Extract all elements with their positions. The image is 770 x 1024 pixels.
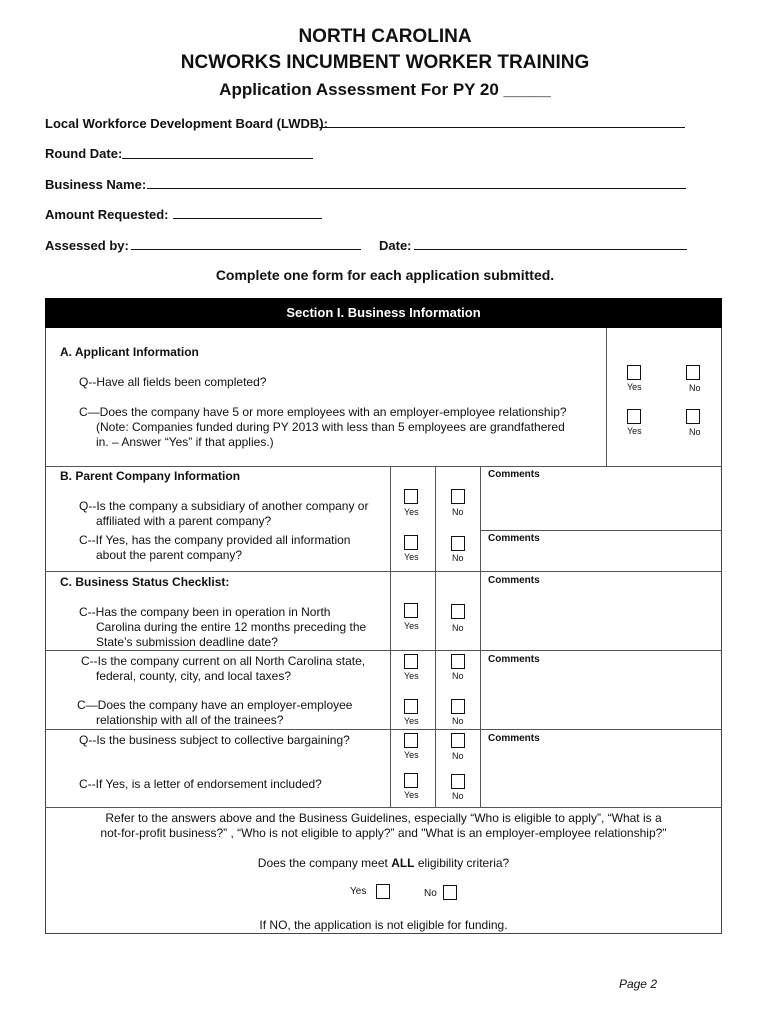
- page-number: Page 2: [618, 977, 657, 991]
- date-label: Date:: [379, 238, 412, 253]
- c3-yes-checkbox[interactable]: [404, 699, 418, 714]
- eligibility-question-post: eligibility criteria?: [414, 856, 510, 870]
- c2-yes-label: Yes: [404, 671, 419, 681]
- a1-no-label: No: [689, 383, 701, 393]
- eligible-yes-checkbox[interactable]: [376, 884, 390, 899]
- b2-yes-label: Yes: [404, 552, 419, 562]
- a2-no-checkbox[interactable]: [686, 409, 700, 424]
- eligibility-question-all: ALL: [391, 856, 415, 870]
- c2-comments-label: Comments: [488, 654, 540, 665]
- eligible-no-label: No: [424, 888, 437, 899]
- question-a2-line2: (Note: Companies funded during PY 2013 with less than 5 employees are grandfathered: [96, 420, 565, 434]
- b1-yes-checkbox[interactable]: [404, 489, 418, 504]
- a1-yes-label: Yes: [627, 382, 642, 392]
- c1-no-label: No: [452, 623, 464, 633]
- refer-text-line2: not-for-profit business?” , “Who is not eligible to apply?” and "What is an employer-employee relationship?": [100, 826, 667, 840]
- c1-comments-label: Comments: [488, 575, 540, 586]
- question-c1-line3: State’s submission deadline date?: [96, 635, 278, 649]
- question-c5: C--If Yes, is a letter of endorsement included?: [79, 777, 322, 791]
- a2-no-label: No: [689, 427, 701, 437]
- c5-yes-label: Yes: [404, 790, 419, 800]
- c5-no-checkbox[interactable]: [451, 774, 465, 789]
- eligible-no-checkbox[interactable]: [443, 885, 457, 900]
- question-a2-line3: in. – Answer “Yes” if that applies.): [96, 435, 274, 449]
- c3-no-label: No: [452, 716, 464, 726]
- question-c3-line2: relationship with all of the trainees?: [96, 713, 284, 727]
- c4-yes-label: Yes: [404, 750, 419, 760]
- lwdb-label: Local Workforce Development Board (LWDB):: [45, 116, 328, 131]
- c4-yes-checkbox[interactable]: [404, 733, 418, 748]
- refer-text-line1: Refer to the answers above and the Business Guidelines, especially “Who is eligible to apply”, “What is a: [105, 811, 662, 825]
- c4-no-label: No: [452, 751, 464, 761]
- c1-yes-label: Yes: [404, 621, 419, 631]
- eligibility-question: [45, 856, 722, 870]
- section-title: Section I. Business Information: [45, 298, 722, 328]
- divider-a-vertical: [606, 328, 607, 466]
- question-c1-line1: C--Has the company been in operation in North: [79, 605, 331, 619]
- question-a2-line1: C—Does the company have 5 or more employees with an employer-employee relationship?: [79, 405, 567, 419]
- eligibility-question-pre: Does the company meet: [257, 856, 392, 870]
- question-b1-line2: affiliated with a parent company?: [96, 514, 272, 528]
- b2-yes-checkbox[interactable]: [404, 535, 418, 550]
- b1-yes-label: Yes: [404, 507, 419, 517]
- a1-yes-checkbox[interactable]: [627, 365, 641, 380]
- c4-comments-label: Comments: [488, 733, 540, 744]
- question-c3-line1: C—Does the company have an employer-employee: [77, 698, 353, 712]
- divider-b-c: [45, 571, 722, 572]
- divider-question-col: [390, 466, 391, 807]
- b2-comments-label: Comments: [488, 533, 540, 544]
- question-b1-line1: Q--Is the company a subsidiary of another company or: [79, 499, 369, 513]
- c2-yes-checkbox[interactable]: [404, 654, 418, 669]
- assessed-by-label: Assessed by:: [45, 238, 129, 253]
- c3-no-checkbox[interactable]: [451, 699, 465, 714]
- a2-yes-label: Yes: [627, 426, 642, 436]
- c3-yes-label: Yes: [404, 716, 419, 726]
- question-b2-line1: C--If Yes, has the company provided all information: [79, 533, 351, 547]
- amount-requested-field[interactable]: [173, 218, 322, 219]
- c5-no-label: No: [452, 791, 464, 801]
- amount-requested-label: Amount Requested:: [45, 207, 169, 222]
- not-eligible-note: If NO, the application is not eligible for funding.: [259, 918, 508, 932]
- instruction-text: Complete one form for each application submitted.: [215, 267, 555, 283]
- c4-no-checkbox[interactable]: [451, 733, 465, 748]
- b2-no-label: No: [452, 553, 464, 563]
- question-b2-line2: about the parent company?: [96, 548, 243, 562]
- c1-no-checkbox[interactable]: [451, 604, 465, 619]
- b2-no-checkbox[interactable]: [451, 536, 465, 551]
- a2-yes-checkbox[interactable]: [627, 409, 641, 424]
- question-c2-line1: C--Is the company current on all North Carolina state,: [81, 654, 366, 668]
- c5-yes-checkbox[interactable]: [404, 773, 418, 788]
- assessed-by-field[interactable]: [131, 249, 361, 250]
- header-line-3: Application Assessment For PY 20 _____: [219, 80, 551, 99]
- header-line-1: NORTH CAROLINA: [298, 26, 472, 47]
- round-date-label: Round Date:: [45, 146, 123, 161]
- b1-comments-label: Comments: [488, 469, 540, 480]
- section-b-heading: B. Parent Company Information: [60, 469, 241, 483]
- divider-no-col: [480, 466, 481, 807]
- lwdb-field[interactable]: [319, 127, 685, 128]
- divider-c-footer: [45, 807, 722, 808]
- header-line-2: NCWORKS INCUMBENT WORKER TRAINING: [180, 52, 590, 73]
- divider-b-comments: [480, 530, 722, 531]
- question-c4: Q--Is the business subject to collective bargaining?: [79, 733, 350, 747]
- divider-c1-c2: [45, 650, 722, 651]
- c2-no-label: No: [452, 671, 464, 681]
- business-name-label: Business Name:: [45, 177, 147, 192]
- section-a-heading: A. Applicant Information: [60, 345, 199, 359]
- question-c1-line2: Carolina during the entire 12 months preceding the: [96, 620, 367, 634]
- question-c2-line2: federal, county, city, and local taxes?: [96, 669, 291, 683]
- divider-c3-c4: [45, 729, 722, 730]
- eligible-yes-label: Yes: [350, 886, 367, 897]
- question-a1: Q--Have all fields been completed?: [79, 375, 267, 389]
- c2-no-checkbox[interactable]: [451, 654, 465, 669]
- c1-yes-checkbox[interactable]: [404, 603, 418, 618]
- b1-no-checkbox[interactable]: [451, 489, 465, 504]
- divider-a-b: [45, 466, 722, 467]
- b1-no-label: No: [452, 507, 464, 517]
- a1-no-checkbox[interactable]: [686, 365, 700, 380]
- date-field[interactable]: [414, 249, 687, 250]
- divider-yes-col: [435, 466, 436, 807]
- round-date-field[interactable]: [122, 158, 313, 159]
- business-name-field[interactable]: [147, 188, 686, 189]
- section-c-heading: C. Business Status Checklist:: [60, 575, 230, 589]
